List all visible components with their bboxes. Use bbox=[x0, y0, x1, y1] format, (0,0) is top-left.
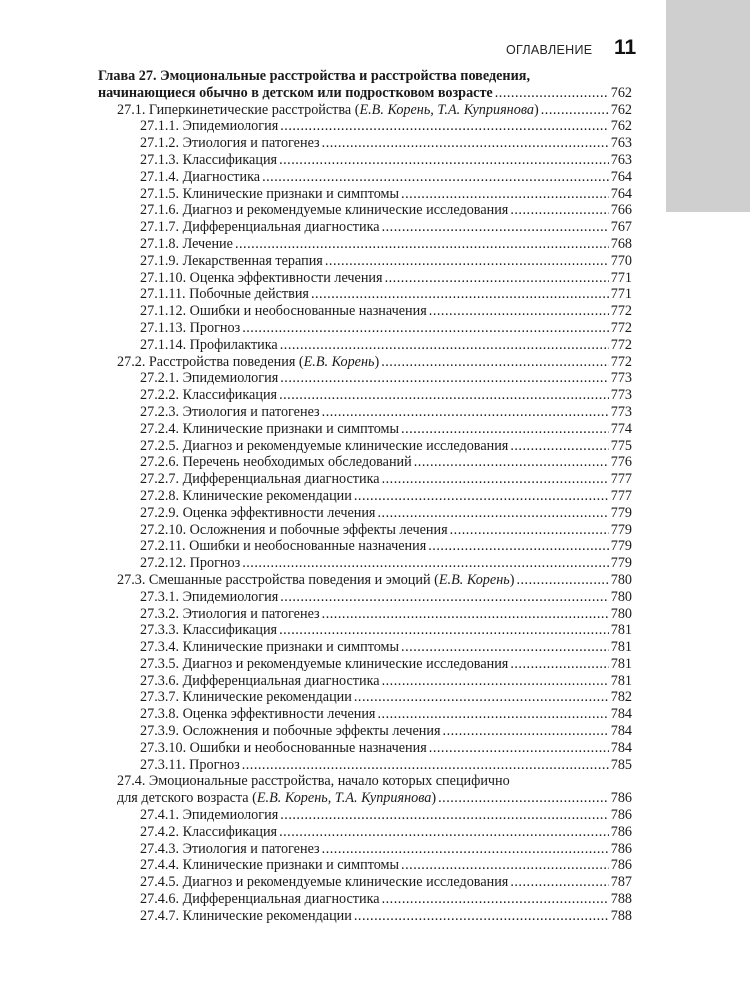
leader-dots bbox=[311, 286, 609, 303]
subsection-title: 27.1.7. Дифференциальная диагностика bbox=[140, 219, 380, 236]
leader-dots bbox=[322, 135, 609, 152]
subsection-entry[interactable] bbox=[98, 740, 632, 757]
subsection-title: 27.4.6. Дифференциальная диагностика bbox=[140, 891, 380, 908]
leader-dots bbox=[354, 689, 609, 706]
subsection-title: 27.1.4. Диагностика bbox=[140, 168, 261, 185]
subsection-page: 786 bbox=[610, 823, 632, 840]
subsection-title: 27.2.6. Перечень необходимых обследований bbox=[140, 454, 412, 471]
section-authors: Е.В. Корень, Т.А. Куприянова bbox=[359, 101, 534, 118]
subsection-entry[interactable] bbox=[98, 538, 632, 555]
section-title: 27.1. Гиперкинетические расстройства (Е.В. Корень, Т.А. Куприянова) bbox=[117, 101, 539, 118]
leader-dots bbox=[443, 723, 609, 740]
leader-dots bbox=[429, 303, 609, 320]
leader-dots bbox=[541, 102, 609, 119]
subsection-title: 27.4.1. Эпидемиология bbox=[140, 807, 279, 824]
subsection-title: 27.3.8. Оценка эффективности лечения bbox=[140, 706, 376, 723]
subsection-page: 781 bbox=[610, 655, 632, 672]
subsection-title: 27.2.11. Ошибки и необоснованные назначения bbox=[140, 538, 427, 555]
subsection-page: 779 bbox=[610, 521, 632, 538]
subsection-entry[interactable] bbox=[98, 454, 632, 471]
leader-dots bbox=[401, 186, 609, 203]
subsection-title: 27.2.7. Дифференциальная диагностика bbox=[140, 471, 380, 488]
subsection-entry[interactable] bbox=[98, 891, 632, 908]
subsection-entry[interactable] bbox=[98, 438, 632, 455]
section-page: 772 bbox=[610, 353, 632, 370]
leader-dots bbox=[354, 488, 609, 505]
subsection-page: 779 bbox=[610, 555, 632, 572]
subsection-entry[interactable] bbox=[98, 370, 632, 387]
section-page: 762 bbox=[610, 101, 632, 118]
subsection-entry[interactable] bbox=[98, 421, 632, 438]
subsection-page: 772 bbox=[610, 319, 632, 336]
subsection-title: 27.1.3. Классификация bbox=[140, 151, 278, 168]
subsection-title: 27.3.9. Осложнения и побочные эффекты лечения bbox=[140, 723, 441, 740]
leader-dots bbox=[381, 354, 609, 371]
subsection-page: 784 bbox=[610, 723, 632, 740]
leader-dots bbox=[279, 387, 609, 404]
leader-dots bbox=[510, 202, 608, 219]
running-header: ОГЛАВЛЕНИЕ bbox=[506, 43, 593, 57]
leader-dots bbox=[279, 622, 609, 639]
section-page: 780 bbox=[610, 571, 632, 588]
subsection-title: 27.2.9. Оценка эффективности лечения bbox=[140, 504, 376, 521]
subsection-title: 27.1.6. Диагноз и рекомендуемые клинические исследования bbox=[140, 202, 509, 219]
subsection-title: 27.2.8. Клинические рекомендации bbox=[140, 487, 352, 504]
leader-dots bbox=[510, 656, 608, 673]
leader-dots bbox=[325, 253, 609, 270]
leader-dots bbox=[401, 421, 609, 438]
subsection-entry[interactable] bbox=[98, 337, 632, 354]
subsection-page: 788 bbox=[610, 891, 632, 908]
leader-dots bbox=[322, 404, 609, 421]
subsection-page: 764 bbox=[610, 185, 632, 202]
section-title: для детского возраста (Е.В. Корень, Т.А. Куприянова) bbox=[117, 790, 437, 807]
leader-dots bbox=[280, 337, 609, 354]
toc-section[interactable] bbox=[98, 102, 632, 119]
subsection-entry[interactable] bbox=[98, 639, 632, 656]
subsection-page: 763 bbox=[610, 151, 632, 168]
subsection-page: 782 bbox=[610, 689, 632, 706]
subsection-page: 772 bbox=[610, 336, 632, 353]
subsection-title: 27.3.2. Этиология и патогенез bbox=[140, 605, 320, 622]
leader-dots bbox=[280, 370, 609, 387]
subsection-entry[interactable] bbox=[98, 286, 632, 303]
page-number: 11 bbox=[614, 36, 637, 59]
thumb-index-tab bbox=[666, 0, 750, 212]
subsection-title: 27.1.8. Лечение bbox=[140, 235, 233, 252]
subsection-title: 27.1.13. Прогноз bbox=[140, 319, 241, 336]
subsection-page: 762 bbox=[610, 118, 632, 135]
subsection-entry[interactable] bbox=[98, 673, 632, 690]
subsection-entry[interactable] bbox=[98, 656, 632, 673]
subsection-title: 27.3.1. Эпидемиология bbox=[140, 588, 279, 605]
subsection-page: 781 bbox=[610, 639, 632, 656]
subsection-page: 784 bbox=[610, 706, 632, 723]
subsection-entry[interactable] bbox=[98, 622, 632, 639]
chapter-title-line1: Глава 27. Эмоциональные расстройства и расстройства поведения, bbox=[98, 68, 530, 84]
subsection-title: 27.1.9. Лекарственная терапия bbox=[140, 252, 323, 269]
subsection-entry[interactable] bbox=[98, 908, 632, 925]
subsection-title: 27.1.12. Ошибки и необоснованные назначения bbox=[140, 303, 427, 320]
leader-dots bbox=[516, 572, 608, 589]
subsection-page: 768 bbox=[610, 235, 632, 252]
subsection-title: 27.4.4. Клинические признаки и симптомы bbox=[140, 857, 400, 874]
leader-dots bbox=[385, 270, 609, 287]
subsection-entry[interactable] bbox=[98, 505, 632, 522]
subsection-entry[interactable] bbox=[98, 236, 632, 253]
subsection-page: 771 bbox=[610, 269, 632, 286]
subsection-title: 27.4.2. Классификация bbox=[140, 823, 278, 840]
subsection-title: 27.2.12. Прогноз bbox=[140, 555, 241, 572]
subsection-entry[interactable] bbox=[98, 824, 632, 841]
leader-dots bbox=[322, 606, 609, 623]
subsection-page: 779 bbox=[610, 538, 632, 555]
subsection-entry[interactable] bbox=[98, 152, 632, 169]
leader-dots bbox=[438, 790, 609, 807]
subsection-page: 773 bbox=[610, 387, 632, 404]
subsection-entry[interactable] bbox=[98, 135, 632, 152]
subsection-page: 781 bbox=[610, 622, 632, 639]
leader-dots bbox=[414, 454, 609, 471]
subsection-page: 777 bbox=[610, 471, 632, 488]
toc-section[interactable] bbox=[98, 572, 632, 589]
subsection-title: 27.2.2. Классификация bbox=[140, 387, 278, 404]
subsection-entry[interactable] bbox=[98, 874, 632, 891]
subsection-page: 784 bbox=[610, 739, 632, 756]
subsection-title: 27.3.11. Прогноз bbox=[140, 756, 240, 773]
subsection-page: 779 bbox=[610, 504, 632, 521]
chapter-page: 762 bbox=[610, 84, 632, 101]
subsection-entry[interactable] bbox=[98, 522, 632, 539]
leader-dots bbox=[377, 706, 608, 723]
subsection-page: 780 bbox=[610, 588, 632, 605]
subsection-title: 27.2.4. Клинические признаки и симптомы bbox=[140, 420, 400, 437]
subsection-entry[interactable] bbox=[98, 589, 632, 606]
subsection-page: 763 bbox=[610, 135, 632, 152]
subsection-title: 27.3.6. Дифференциальная диагностика bbox=[140, 672, 380, 689]
subsection-page: 767 bbox=[610, 219, 632, 236]
subsection-title: 27.4.7. Клинические рекомендации bbox=[140, 907, 352, 924]
leader-dots bbox=[242, 320, 609, 337]
subsection-entry[interactable] bbox=[98, 706, 632, 723]
leader-dots bbox=[510, 874, 608, 891]
leader-dots bbox=[382, 219, 609, 236]
toc-section[interactable] bbox=[98, 773, 632, 807]
section-authors: Е.В. Корень bbox=[303, 353, 375, 370]
subsection-page: 786 bbox=[610, 807, 632, 824]
subsection-entry[interactable] bbox=[98, 387, 632, 404]
leader-dots bbox=[382, 471, 609, 488]
subsection-entry[interactable] bbox=[98, 689, 632, 706]
section-entry[interactable] bbox=[117, 572, 632, 589]
subsection-title: 27.2.3. Этиология и патогенез bbox=[140, 403, 320, 420]
leader-dots bbox=[280, 589, 609, 606]
subsection-entry[interactable] bbox=[98, 118, 632, 135]
leader-dots bbox=[354, 908, 609, 925]
leader-dots bbox=[242, 555, 609, 572]
subsection-entry[interactable] bbox=[98, 320, 632, 337]
section-entry[interactable] bbox=[117, 790, 632, 807]
subsection-entry[interactable] bbox=[98, 186, 632, 203]
subsection-page: 774 bbox=[610, 420, 632, 437]
leader-dots bbox=[242, 757, 609, 774]
subsection-title: 27.4.5. Диагноз и рекомендуемые клинические исследования bbox=[140, 874, 509, 891]
subsection-entry[interactable] bbox=[98, 270, 632, 287]
section-entry[interactable] bbox=[117, 102, 632, 119]
subsection-title: 27.1.1. Эпидемиология bbox=[140, 118, 279, 135]
leader-dots bbox=[279, 824, 609, 841]
subsection-page: 776 bbox=[610, 454, 632, 471]
subsection-title: 27.1.14. Профилактика bbox=[140, 336, 278, 353]
subsection-page: 785 bbox=[610, 756, 632, 773]
subsection-page: 773 bbox=[610, 370, 632, 387]
subsection-page: 770 bbox=[610, 252, 632, 269]
leader-dots bbox=[280, 118, 609, 135]
subsection-title: 27.3.3. Классификация bbox=[140, 622, 278, 639]
subsection-page: 764 bbox=[610, 168, 632, 185]
subsection-entry[interactable] bbox=[98, 606, 632, 623]
section-title-line1: 27.4. Эмоциональные расстройства, начало которых специфично bbox=[117, 773, 510, 790]
section-authors: Е.В. Корень, Т.А. Куприянова bbox=[256, 790, 432, 807]
leader-dots bbox=[322, 841, 609, 858]
subsection-entry[interactable] bbox=[98, 202, 632, 219]
subsection-title: 27.4.3. Этиология и патогенез bbox=[140, 840, 320, 857]
subsection-title: 27.2.5. Диагноз и рекомендуемые клинические исследования bbox=[140, 437, 509, 454]
chapter-title-line2: начинающиеся обычно в детском или подростковом возрасте bbox=[98, 84, 493, 101]
subsection-page: 772 bbox=[610, 303, 632, 320]
subsection-entry[interactable] bbox=[98, 841, 632, 858]
subsection-title: 27.3.10. Ошибки и необоснованные назначения bbox=[140, 739, 427, 756]
leader-dots bbox=[428, 538, 608, 555]
subsection-page: 773 bbox=[610, 403, 632, 420]
subsection-page: 766 bbox=[610, 202, 632, 219]
leader-dots bbox=[382, 891, 609, 908]
subsection-page: 786 bbox=[610, 857, 632, 874]
subsection-page: 788 bbox=[610, 907, 632, 924]
leader-dots bbox=[450, 522, 609, 539]
subsection-page: 771 bbox=[610, 286, 632, 303]
subsection-page: 787 bbox=[610, 874, 632, 891]
subsection-title: 27.1.5. Клинические признаки и симптомы bbox=[140, 185, 400, 202]
subsection-entry[interactable] bbox=[98, 303, 632, 320]
leader-dots bbox=[429, 740, 609, 757]
subsection-entry[interactable] bbox=[98, 555, 632, 572]
section-authors: Е.В. Корень bbox=[438, 571, 510, 588]
subsection-entry[interactable] bbox=[98, 723, 632, 740]
leader-dots bbox=[262, 169, 609, 186]
leader-dots bbox=[510, 438, 608, 455]
leader-dots bbox=[280, 807, 609, 824]
subsection-page: 786 bbox=[610, 840, 632, 857]
subsection-title: 27.2.1. Эпидемиология bbox=[140, 370, 279, 387]
leader-dots bbox=[279, 152, 609, 169]
leader-dots bbox=[495, 85, 609, 102]
subsection-title: 27.3.5. Диагноз и рекомендуемые клинические исследования bbox=[140, 655, 509, 672]
section-title: 27.3. Смешанные расстройства поведения и эмоций (Е.В. Корень) bbox=[117, 571, 515, 588]
chapter-heading[interactable] bbox=[98, 68, 632, 102]
subsection-title: 27.1.11. Побочные действия bbox=[140, 286, 309, 303]
leader-dots bbox=[377, 505, 608, 522]
subsection-title: 27.1.10. Оценка эффективности лечения bbox=[140, 269, 383, 286]
subsection-entry[interactable] bbox=[98, 757, 632, 774]
subsection-entry[interactable] bbox=[98, 219, 632, 236]
subsection-page: 777 bbox=[610, 487, 632, 504]
subsection-entry[interactable] bbox=[98, 857, 632, 874]
subsection-entry[interactable] bbox=[98, 253, 632, 270]
subsection-title: 27.1.2. Этиология и патогенез bbox=[140, 135, 320, 152]
leader-dots bbox=[401, 639, 609, 656]
table-of-contents bbox=[98, 68, 632, 925]
leader-dots bbox=[235, 236, 609, 253]
subsection-entry[interactable] bbox=[98, 169, 632, 186]
toc-section[interactable] bbox=[98, 354, 632, 371]
subsection-title: 27.3.7. Клинические рекомендации bbox=[140, 689, 352, 706]
subsection-entry[interactable] bbox=[98, 488, 632, 505]
leader-dots bbox=[382, 673, 609, 690]
subsection-title: 27.2.10. Осложнения и побочные эффекты лечения bbox=[140, 521, 448, 538]
subsection-page: 781 bbox=[610, 672, 632, 689]
section-entry[interactable] bbox=[117, 354, 632, 371]
leader-dots bbox=[401, 857, 609, 874]
subsection-page: 780 bbox=[610, 605, 632, 622]
subsection-title: 27.3.4. Клинические признаки и симптомы bbox=[140, 639, 400, 656]
section-title: 27.2. Расстройства поведения (Е.В. Корень) bbox=[117, 353, 380, 370]
subsection-entry[interactable] bbox=[98, 471, 632, 488]
subsection-page: 775 bbox=[610, 437, 632, 454]
subsection-entry[interactable] bbox=[98, 404, 632, 421]
section-page: 786 bbox=[610, 790, 632, 807]
subsection-entry[interactable] bbox=[98, 807, 632, 824]
